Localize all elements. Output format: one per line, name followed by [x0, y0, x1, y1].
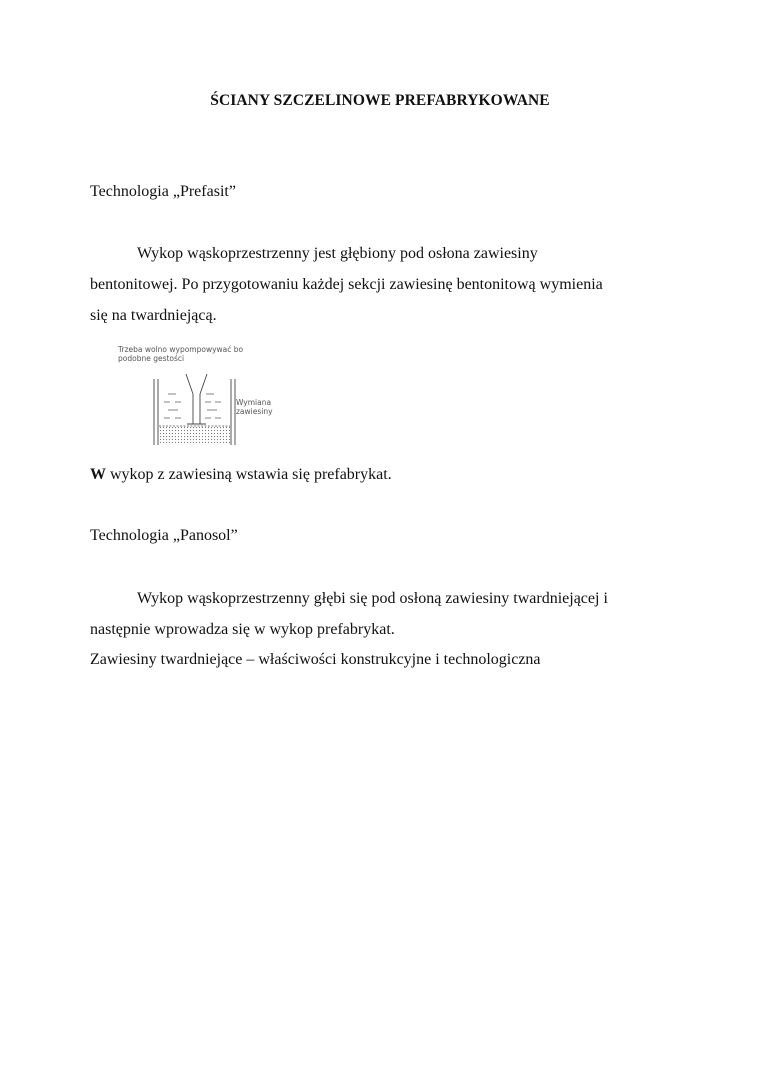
section-heading-panosol: Technologia „Panosol”: [90, 527, 238, 544]
hardening-slurry-area: [159, 426, 230, 445]
insert-sentence: [90, 466, 392, 484]
prefasit-paragraph-line-2: bentonitowej. Po przygotowaniu każdej sekcji zawiesinę bentonitową wymienia: [90, 276, 603, 293]
section-heading-prefasit: Technologia „Prefasit”: [90, 183, 236, 200]
pipe-icon: [186, 374, 207, 424]
diagram-label-line-1: Wymiana: [236, 398, 272, 407]
prefasit-paragraph-line-3: się na twardniejącą.: [90, 307, 217, 324]
panosol-paragraph-line-3: Zawiesiny twardniejące – właściwości konstrukcyjne i technologiczna: [90, 651, 541, 668]
page-title: ŚCIANY SZCZELINOWE PREFABRYKOWANE: [210, 92, 550, 109]
diagram-label-line-2: zawiesiny: [236, 407, 273, 416]
panosol-paragraph-line-1: Wykop wąskoprzestrzenny głębi się pod osłoną zawiesiny twardniejącej i: [137, 590, 608, 607]
diagram-note-line-1: Trzeba wolno wypompowywać bo: [118, 345, 244, 354]
panosol-paragraph-line-2: następnie wprowadza się w wykop prefabrykat.: [90, 621, 395, 638]
slurry-dashes: [164, 394, 221, 418]
diagram-note-line-2: podobne gestości: [118, 354, 185, 363]
insert-sentence-bold: W: [90, 466, 106, 483]
prefasit-paragraph-line-1: Wykop wąskoprzestrzenny jest głębiony pod osłona zawiesiny: [137, 245, 538, 262]
slurry-exchange-diagram: [114, 342, 289, 447]
insert-sentence-rest: wykop z zawiesiną wstawia się prefabrykat.: [106, 466, 392, 483]
